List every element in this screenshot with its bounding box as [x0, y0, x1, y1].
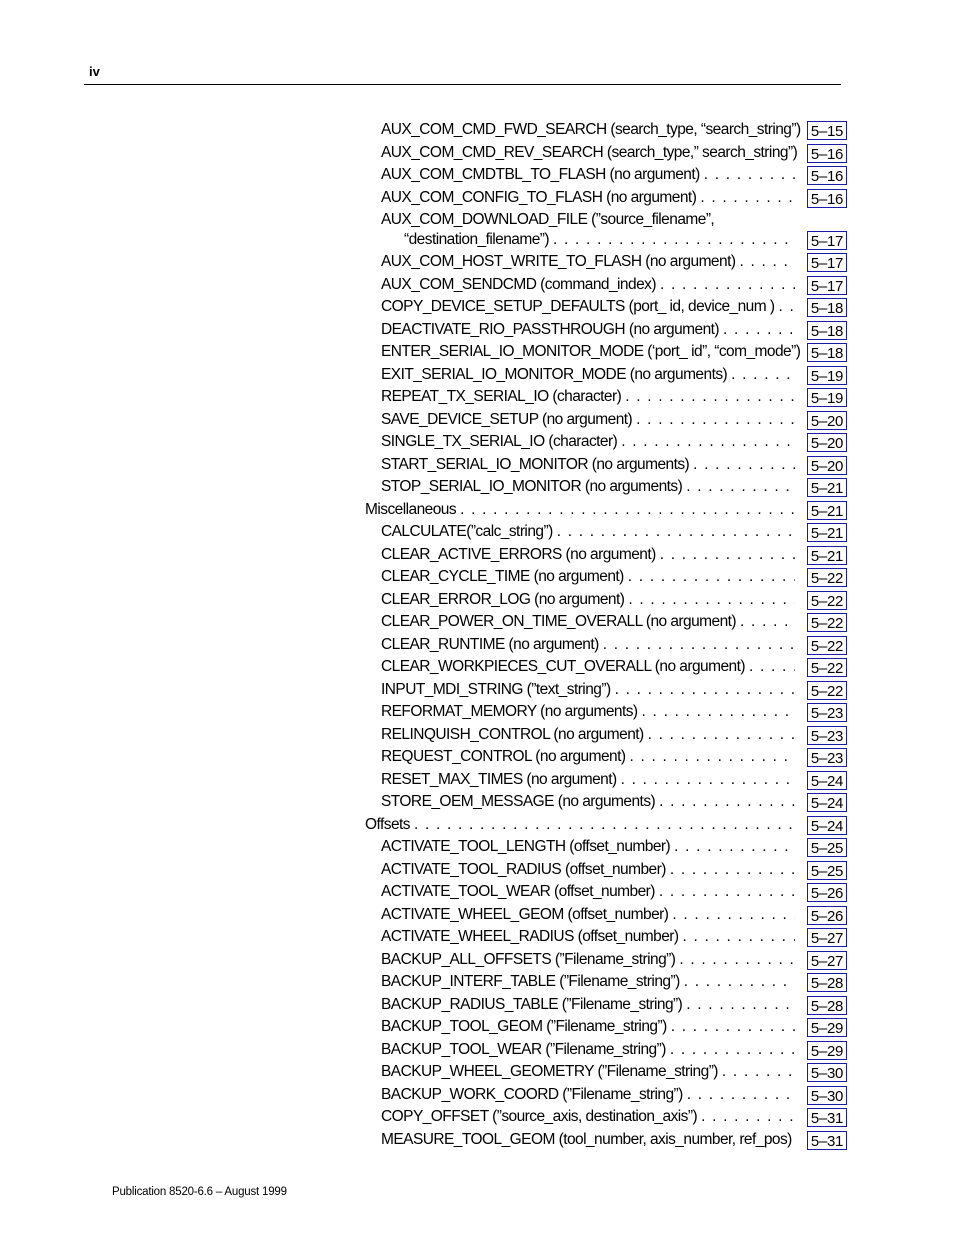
toc-entry-label: ACTIVATE_WHEEL_GEOM (offset_number)	[381, 905, 669, 923]
toc-entry	[365, 341, 847, 364]
page-link[interactable]: 5–16	[807, 189, 847, 208]
toc-entry	[365, 859, 847, 882]
toc-entry-content	[381, 1106, 795, 1129]
toc-entry	[365, 431, 847, 454]
dot-leader	[697, 1106, 795, 1129]
toc-entry-content	[381, 1039, 795, 1062]
toc-entry-content	[381, 904, 795, 927]
toc-entry-content	[381, 544, 795, 567]
page-link[interactable]: 5–17	[807, 276, 847, 295]
toc-entry	[365, 409, 847, 432]
dot-leader	[675, 949, 795, 972]
dot-leader	[624, 589, 795, 612]
toc-entry-label: STOP_SERIAL_IO_MONITOR (no arguments)	[381, 478, 683, 495]
toc-entry	[365, 454, 847, 477]
header-rule	[84, 84, 841, 85]
toc-entry	[365, 476, 847, 499]
page-link[interactable]: 5–22	[807, 658, 847, 677]
toc-entry	[365, 119, 847, 142]
page-link[interactable]: 5–15	[807, 121, 847, 140]
toc-entry	[365, 142, 847, 165]
toc-entry-content	[381, 949, 795, 972]
toc-entry-content	[381, 679, 795, 702]
page-link[interactable]: 5–17	[807, 231, 847, 250]
toc-entry-content	[381, 1016, 795, 1039]
page-link[interactable]: 5–30	[807, 1063, 847, 1082]
page-link[interactable]: 5–23	[807, 726, 847, 745]
toc-entry	[365, 904, 847, 927]
toc-entry	[365, 589, 847, 612]
toc-entry-content	[381, 881, 795, 904]
page-link[interactable]: 5–31	[807, 1108, 847, 1127]
toc-entry	[365, 746, 847, 769]
toc-entry-content	[381, 589, 795, 612]
toc-entry	[365, 881, 847, 904]
dot-leader	[719, 319, 795, 342]
dot-leader	[617, 431, 795, 454]
toc-entry-content	[381, 164, 795, 187]
toc-entry-content	[381, 724, 795, 747]
page-link[interactable]: 5–22	[807, 591, 847, 610]
toc-entry-label: REFORMAT_MEMORY (no arguments)	[381, 703, 638, 720]
toc-entry-content	[381, 656, 795, 679]
toc-entry	[365, 611, 847, 634]
page-link[interactable]: 5–16	[807, 144, 847, 163]
toc-entry-label: BACKUP_TOOL_GEOM (”Filename_string”)	[381, 1018, 667, 1035]
page-link[interactable]: 5–20	[807, 456, 847, 475]
toc-entry-label: BACKUP_ALL_OFFSETS (”Filename_string”)	[381, 950, 676, 968]
toc-entry-label: RELINQUISH_CONTROL (no argument)	[381, 725, 644, 743]
toc-entry-content	[381, 274, 795, 297]
toc-entry-content	[381, 971, 795, 994]
toc-entry-label: BACKUP_WHEEL_GEOMETRY (”Filename_string”)	[381, 1063, 718, 1080]
toc-entry-label-continued: “destination_filename”)	[404, 231, 550, 248]
toc-entry-content	[365, 499, 795, 522]
toc-entry-content	[381, 791, 795, 814]
toc-entry-label: REQUEST_CONTROL (no argument)	[381, 748, 626, 765]
toc-entry-label: BACKUP_WORK_COORD (”Filename_string”)	[381, 1085, 683, 1103]
toc-entry-label: MEASURE_TOOL_GEOM (tool_number, axis_number, ref_pos)	[381, 1130, 792, 1148]
toc-entry-label: BACKUP_INTERF_TABLE (”Filename_string”)	[381, 973, 680, 990]
toc-entry-label: AUX_COM_CONFIG_TO_FLASH (no argument)	[381, 188, 697, 206]
toc-entry	[365, 187, 847, 210]
page-link[interactable]: 5–31	[807, 1131, 847, 1150]
dot-leader	[638, 701, 795, 724]
dot-leader	[621, 386, 795, 409]
dot-leader	[666, 1039, 795, 1062]
dot-leader	[549, 229, 794, 250]
toc-entry	[365, 836, 847, 859]
toc-entry	[365, 566, 847, 589]
toc-entry-label: AUX_COM_SENDCMD (command_index)	[381, 275, 656, 293]
toc-entry	[365, 1016, 847, 1039]
toc-entry-label: SINGLE_TX_SERIAL_IO (character)	[381, 433, 618, 450]
toc-entry-label: DEACTIVATE_RIO_PASSTHROUGH (no argument)	[381, 320, 720, 338]
page-link[interactable]: 5–18	[807, 298, 847, 317]
toc-entry-content	[381, 476, 795, 499]
page-link[interactable]: 5–28	[807, 973, 847, 992]
page-link[interactable]: 5–26	[807, 883, 847, 902]
toc-entry-label: Miscellaneous	[365, 500, 457, 518]
toc-entry-label: STORE_OEM_MESSAGE (no arguments)	[381, 793, 656, 810]
toc-entry-content	[381, 386, 795, 409]
toc-entry	[365, 544, 847, 567]
table-of-contents	[365, 119, 847, 1151]
toc-entry	[365, 251, 847, 274]
toc-entry-content	[381, 142, 798, 165]
toc-entry	[365, 319, 847, 342]
page-link[interactable]: 5–30	[807, 1086, 847, 1105]
dot-leader	[680, 971, 795, 994]
toc-entry	[365, 386, 847, 409]
dot-leader	[656, 274, 795, 297]
toc-entry	[365, 1039, 847, 1062]
dot-leader	[774, 296, 795, 319]
dot-leader	[736, 611, 795, 634]
dot-leader	[679, 926, 796, 949]
toc-entry-content	[381, 187, 795, 210]
page-link[interactable]: 5–26	[807, 906, 847, 925]
toc-entry-content	[381, 119, 801, 142]
toc-entry-content	[381, 1129, 795, 1152]
dot-leader	[792, 1129, 796, 1152]
page-link[interactable]: 5–25	[807, 861, 847, 880]
toc-entry	[365, 1106, 847, 1129]
toc-entry-label: AUX_COM_DOWNLOAD_FILE (”source_filename”,	[381, 211, 715, 228]
dot-leader	[656, 544, 795, 567]
page-link[interactable]: 5–20	[807, 411, 847, 430]
toc-entry-label: BACKUP_TOOL_WEAR (”Filename_string”)	[381, 1040, 666, 1058]
toc-entry-label: CALCULATE(”calc_string”)	[381, 523, 553, 540]
page-link[interactable]: 5–24	[807, 816, 847, 835]
toc-entry-content	[381, 746, 795, 769]
dot-leader	[655, 791, 795, 814]
dot-leader	[727, 364, 795, 387]
toc-entry-content	[381, 634, 795, 657]
page-link[interactable]: 5–21	[807, 501, 847, 520]
toc-entry-label: CLEAR_WORKPIECES_CUT_OVERALL (no argument)	[381, 658, 745, 675]
toc-entry-content	[381, 409, 795, 432]
page-link[interactable]: 5–27	[807, 951, 847, 970]
dot-leader	[668, 904, 795, 927]
toc-entry-content	[381, 251, 795, 274]
page-link[interactable]: 5–23	[807, 748, 847, 767]
toc-entry-label: Offsets	[365, 815, 410, 833]
toc-entry-label: CLEAR_ACTIVE_ERRORS (no argument)	[381, 545, 656, 563]
toc-entry-label: CLEAR_ERROR_LOG (no argument)	[381, 590, 625, 608]
toc-entry	[365, 926, 847, 949]
toc-entry-content	[381, 611, 795, 634]
dot-leader	[599, 634, 795, 657]
toc-entry	[365, 679, 847, 702]
toc-entry	[365, 364, 847, 387]
toc-entry	[365, 971, 847, 994]
toc-entry-content	[381, 296, 795, 319]
dot-leader	[689, 454, 795, 477]
toc-entry-label: CLEAR_CYCLE_TIME (no argument)	[381, 568, 624, 585]
toc-entry	[365, 656, 847, 679]
toc-entry-content	[381, 994, 795, 1017]
toc-entry	[365, 634, 847, 657]
toc-entry	[365, 164, 847, 187]
toc-entry-content	[381, 836, 795, 859]
toc-entry-label: AUX_COM_HOST_WRITE_TO_FLASH (no argument)	[381, 253, 736, 270]
dot-leader	[700, 164, 795, 187]
dot-leader	[745, 656, 795, 679]
dot-leader	[666, 859, 795, 882]
dot-leader	[718, 1061, 795, 1084]
page-link[interactable]: 5–19	[807, 366, 847, 385]
page-link[interactable]: 5–17	[807, 253, 847, 272]
toc-entry-label: AUX_COM_CMDTBL_TO_FLASH (no argument)	[381, 166, 700, 183]
toc-entry-content	[381, 566, 795, 589]
page-link[interactable]: 5–23	[807, 703, 847, 722]
toc-entry-content	[381, 769, 795, 792]
toc-entry	[365, 701, 847, 724]
toc-entry	[365, 791, 847, 814]
toc-entry-label: EXIT_SERIAL_IO_MONITOR_MODE (no arguments)	[381, 365, 728, 383]
toc-entry-label: START_SERIAL_IO_MONITOR (no arguments)	[381, 455, 690, 473]
toc-entry-content	[381, 319, 795, 342]
page-link[interactable]: 5–28	[807, 996, 847, 1015]
dot-leader	[683, 1084, 795, 1107]
page-link[interactable]: 5–29	[807, 1041, 847, 1060]
dot-leader	[611, 679, 795, 702]
toc-entry-content	[381, 1084, 795, 1107]
page-link[interactable]: 5–21	[807, 478, 847, 497]
toc-entry	[365, 769, 847, 792]
toc-entry-label: ACTIVATE_TOOL_LENGTH (offset_number)	[381, 838, 671, 855]
toc-entry	[365, 949, 847, 972]
page-link[interactable]: 5–22	[807, 613, 847, 632]
toc-entry-label: ACTIVATE_TOOL_RADIUS (offset_number)	[381, 860, 666, 878]
toc-entry	[365, 994, 847, 1017]
toc-entry	[365, 274, 847, 297]
toc-entry	[365, 1061, 847, 1084]
toc-entry-label: ACTIVATE_TOOL_WEAR (offset_number)	[381, 883, 655, 900]
toc-entry-content	[381, 341, 801, 364]
toc-entry	[365, 1084, 847, 1107]
toc-entry-content	[381, 926, 795, 949]
toc-entry-label: ENTER_SERIAL_IO_MONITOR_MODE (‘port_ id”, “com_mode”)	[381, 343, 801, 360]
page-link[interactable]: 5–18	[807, 321, 847, 340]
dot-leader	[735, 251, 795, 274]
page-link[interactable]: 5–29	[807, 1018, 847, 1037]
page-link[interactable]: 5–22	[807, 681, 847, 700]
dot-leader	[667, 1016, 795, 1039]
toc-entry-label: AUX_COM_CMD_FWD_SEARCH (search_type, “search_string”)	[381, 121, 801, 138]
toc-entry-content	[381, 859, 795, 882]
toc-entry-label: RESET_MAX_TIMES (no argument)	[381, 770, 617, 788]
page-link[interactable]: 5–16	[807, 166, 847, 185]
dot-leader	[456, 499, 795, 522]
dot-leader	[696, 187, 795, 210]
toc-entry-label: SAVE_DEVICE_SETUP (no argument)	[381, 410, 633, 428]
toc-entry-label: CLEAR_RUNTIME (no argument)	[381, 635, 599, 653]
page-link[interactable]: 5–18	[807, 343, 847, 362]
page-link[interactable]: 5–25	[807, 838, 847, 857]
dot-leader	[617, 769, 795, 792]
toc-section-entry	[365, 814, 847, 837]
toc-entry-content	[381, 454, 795, 477]
dot-leader	[632, 409, 795, 432]
page-link[interactable]: 5–19	[807, 388, 847, 407]
toc-entry-label: ACTIVATE_WHEEL_RADIUS (offset_number)	[381, 928, 679, 945]
toc-entry-content	[381, 521, 795, 544]
toc-entry	[365, 1129, 847, 1152]
dot-leader	[682, 994, 795, 1017]
toc-entry-content	[381, 1061, 795, 1084]
toc-section-entry	[365, 499, 847, 522]
page-link[interactable]: 5–24	[807, 771, 847, 790]
toc-entry-label: CLEAR_POWER_ON_TIME_OVERALL (no argument)	[381, 613, 737, 630]
toc-entry-label: REPEAT_TX_SERIAL_IO (character)	[381, 388, 622, 405]
page-link[interactable]: 5–27	[807, 928, 847, 947]
dot-leader	[670, 836, 795, 859]
toc-entry-content	[381, 431, 795, 454]
toc-entry	[365, 296, 847, 319]
dot-leader	[644, 724, 795, 747]
toc-entry-content	[365, 814, 795, 837]
toc-entry-label: COPY_OFFSET (”source_axis, destination_axis”)	[381, 1108, 698, 1125]
page-link[interactable]: 5–21	[807, 546, 847, 565]
dot-leader	[410, 814, 795, 837]
toc-entry-content	[381, 701, 795, 724]
toc-entry	[365, 724, 847, 747]
toc-entry-label: INPUT_MDI_STRING (”text_string”)	[381, 680, 611, 698]
page-link[interactable]: 5–20	[807, 433, 847, 452]
publication-footer: Publication 8520-6.6 – August 1999	[112, 1186, 287, 1198]
toc-entry-label: AUX_COM_CMD_REV_SEARCH (search_type,” search_string”)	[381, 143, 798, 161]
dot-leader	[624, 566, 795, 589]
dot-leader	[655, 881, 795, 904]
page-number: iv	[89, 64, 100, 79]
dot-leader	[682, 476, 795, 499]
toc-entry-content	[381, 364, 795, 387]
toc-entry	[365, 521, 847, 544]
page-link[interactable]: 5–22	[807, 636, 847, 655]
page-link[interactable]: 5–21	[807, 523, 847, 542]
toc-entry-label: BACKUP_RADIUS_TABLE (”Filename_string”)	[381, 995, 683, 1013]
toc-entry-label: COPY_DEVICE_SETUP_DEFAULTS (port_ id, device_num )	[381, 298, 775, 315]
dot-leader	[553, 521, 795, 544]
toc-entry	[365, 209, 847, 251]
page-link[interactable]: 5–22	[807, 568, 847, 587]
page-link[interactable]: 5–24	[807, 793, 847, 812]
toc-entry-continuation	[404, 229, 794, 250]
dot-leader	[625, 746, 795, 769]
